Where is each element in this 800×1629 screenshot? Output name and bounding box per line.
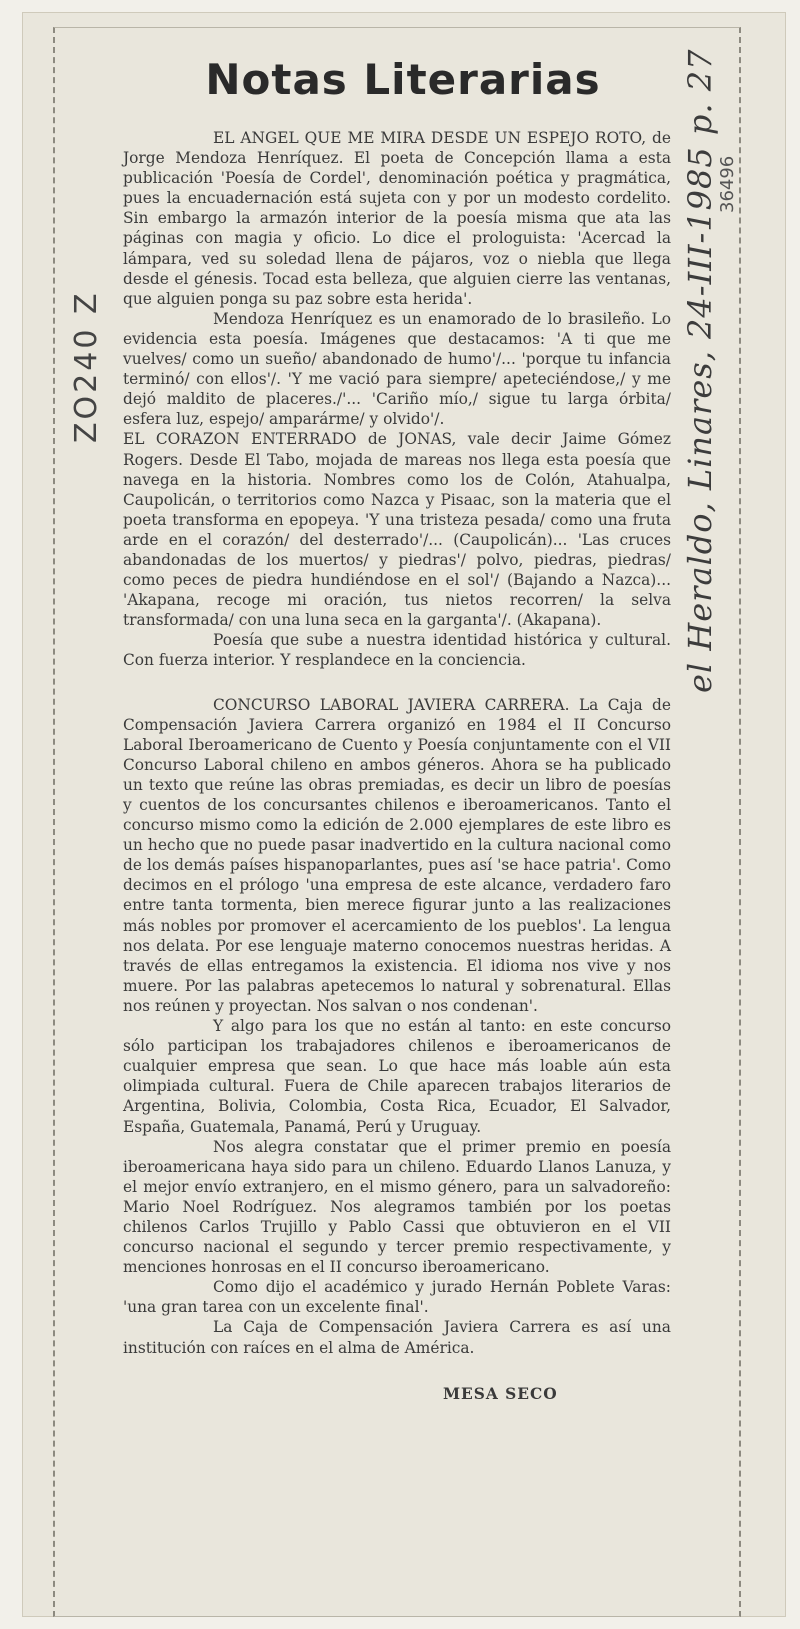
paragraph-corazon: EL CORAZON ENTERRADO de JONAS, vale decir Jaime Gómez Rogers. Desde El Tabo, mojada de mareas nos llega esta poesía que navega en la historia. Nombres como los de Colón, Atahualpa, Caupolicán, o territorios como Nazca y Pisaac, son la materia que el poeta transforma en epopeya. 'Y una tristeza pesada/ como una fruta arde en el corazón/ del desterrado'/... (Caupolicán)... 'Las cruces abandonadas de los muertos/ y piedras'/ polvo, piedras, piedras/ como peces de piedra hundiéndose en el sol'/ (Bajando a Nazca)... 'Akapana, recoge mi oración, tus nietos recorren/ la selva transformada/ con una luna seca en la garganta'/. (Akapana). — [123, 430, 671, 630]
handwritten-source-note — [663, 48, 753, 693]
archive-sheet — [22, 12, 786, 1617]
catalog-number-text: 36496 — [717, 155, 738, 213]
handwritten-catalog-number — [713, 123, 753, 213]
source-note-text: el Heraldo, Linares, 24-III-1985 p. 27 — [681, 48, 719, 693]
paragraph-premios: Nos alegra constatar que el primer premio en poesía iberoamericana haya sido para un chileno. Eduardo Llanos Lanuza, y el mejor envío extranjero, en el mismo género, para un salvadoreño: Mario Noel Rodríguez. Nos alegramos también por los poetas chilenos Carlos Trujillo y Pablo Cassi que obtuvieron en el VII concurso nacional el segundo y tercer premio respectivamente, y menciones honrosas en el II concurso iberoamericano. — [123, 1137, 671, 1277]
left-note-text: ZO240 Z — [69, 290, 104, 443]
paragraph-mendoza: Mendoza Henríquez es un enamorado de lo brasileño. Lo evidencia esta poesía. Imágenes que destacamos: 'A ti que me vuelves/ como un sueño/ abandonado de humo'/... 'porque tu infancia terminó/ con ellos'/. 'Y me vació para siempre/ apeteciéndose,/ y me dejó maldito de placeres./'... 'Cariño mío,/ sigue tu larga órbita/ esfera luz, espejo/ amparárme/ y olvido'/. — [123, 309, 671, 429]
paragraph-poesia: Poesía que sube a nuestra identidad histórica y cultural. Con fuerza interior. Y resplandece en la conciencia. — [123, 631, 671, 670]
paragraph-angel: EL ANGEL QUE ME MIRA DESDE UN ESPEJO ROTO, de Jorge Mendoza Henríquez. El poeta de Concepción llama a esta publicación 'Poesía de Cordel', denominación poética y pragmática, pues la encuadernación está sujeta con y por un modesto cordelito. Sin embargo la armazón interior de la poesía misma que ata las páginas con magia y oficio. Lo dice el prologuista: 'Acercad la lámpara, ved su soledad llena de pájaros, voz o niebla que llega desde el génesis. Tocad esta belleza, que alguien cierre las ventanas, que alguien ponga su paz sobre esta herida'. — [123, 129, 671, 308]
paragraph-jurado: Como dijo el académico y jurado Hernán Poblete Varas: 'una gran tarea con un excelente final'. — [123, 1278, 671, 1317]
headline: Notas Literarias — [205, 55, 601, 104]
paragraph-concurso: CONCURSO LABORAL JAVIERA CARRERA. La Caja de Compensación Javiera Carrera organizó en 1984 el II Concurso Laboral Iberoamericano de Cuento y Poesía conjuntamente con el VII Concurso Laboral chileno en ambos géneros. Ahora se ha publicado un texto que reúne las obras premiadas, es decir un libro de poesías y cuentos de los concursantes chilenos e iberoamericanos. Tanto el concurso mismo como la edición de 2.000 ejemplares de este libro es un hecho que no puede pasar inadvertido en la cultura nacional como de los demás países hispanoparlantes, pues así 'se hace patria'. Como decimos en el prólogo 'una empresa de este alcance, verdadero faro entre tanta tormenta, bien merece figurar junto a las realizaciones más nobles por promover el acercamiento de los pueblos'. La lengua nos delata. Por ese lenguaje materno conocemos nuestras heridas. A través de ellas entregamos la existencia. El idioma nos vive y nos muere. Por las palabras apetecemos lo natural y sobrenatural. Ellas nos reúnen y proyectan. Nos salvan o nos condenan'. — [123, 695, 671, 1015]
paragraph-participantes: Y algo para los que no están al tanto: en este concurso sólo participan los trabajadores chilenos e iberoamericanos de cualquier empresa que sean. Lo que hace más loable aún esta olimpiada cultural. Fuera de Chile aparecen trabajos literarios de Argentina, Bolivia, Colombia, Costa Rica, Ecuador, El Salvador, España, Guatemala, Panamá, Perú y Uruguay. — [123, 1017, 671, 1136]
article-body — [123, 128, 671, 1404]
paragraph-institucion: La Caja de Compensación Javiera Carrera es así una institución con raíces en el alma de América. — [123, 1318, 671, 1357]
handwritten-left-note — [61, 290, 121, 443]
author-signature: MESA SECO — [443, 1384, 558, 1403]
